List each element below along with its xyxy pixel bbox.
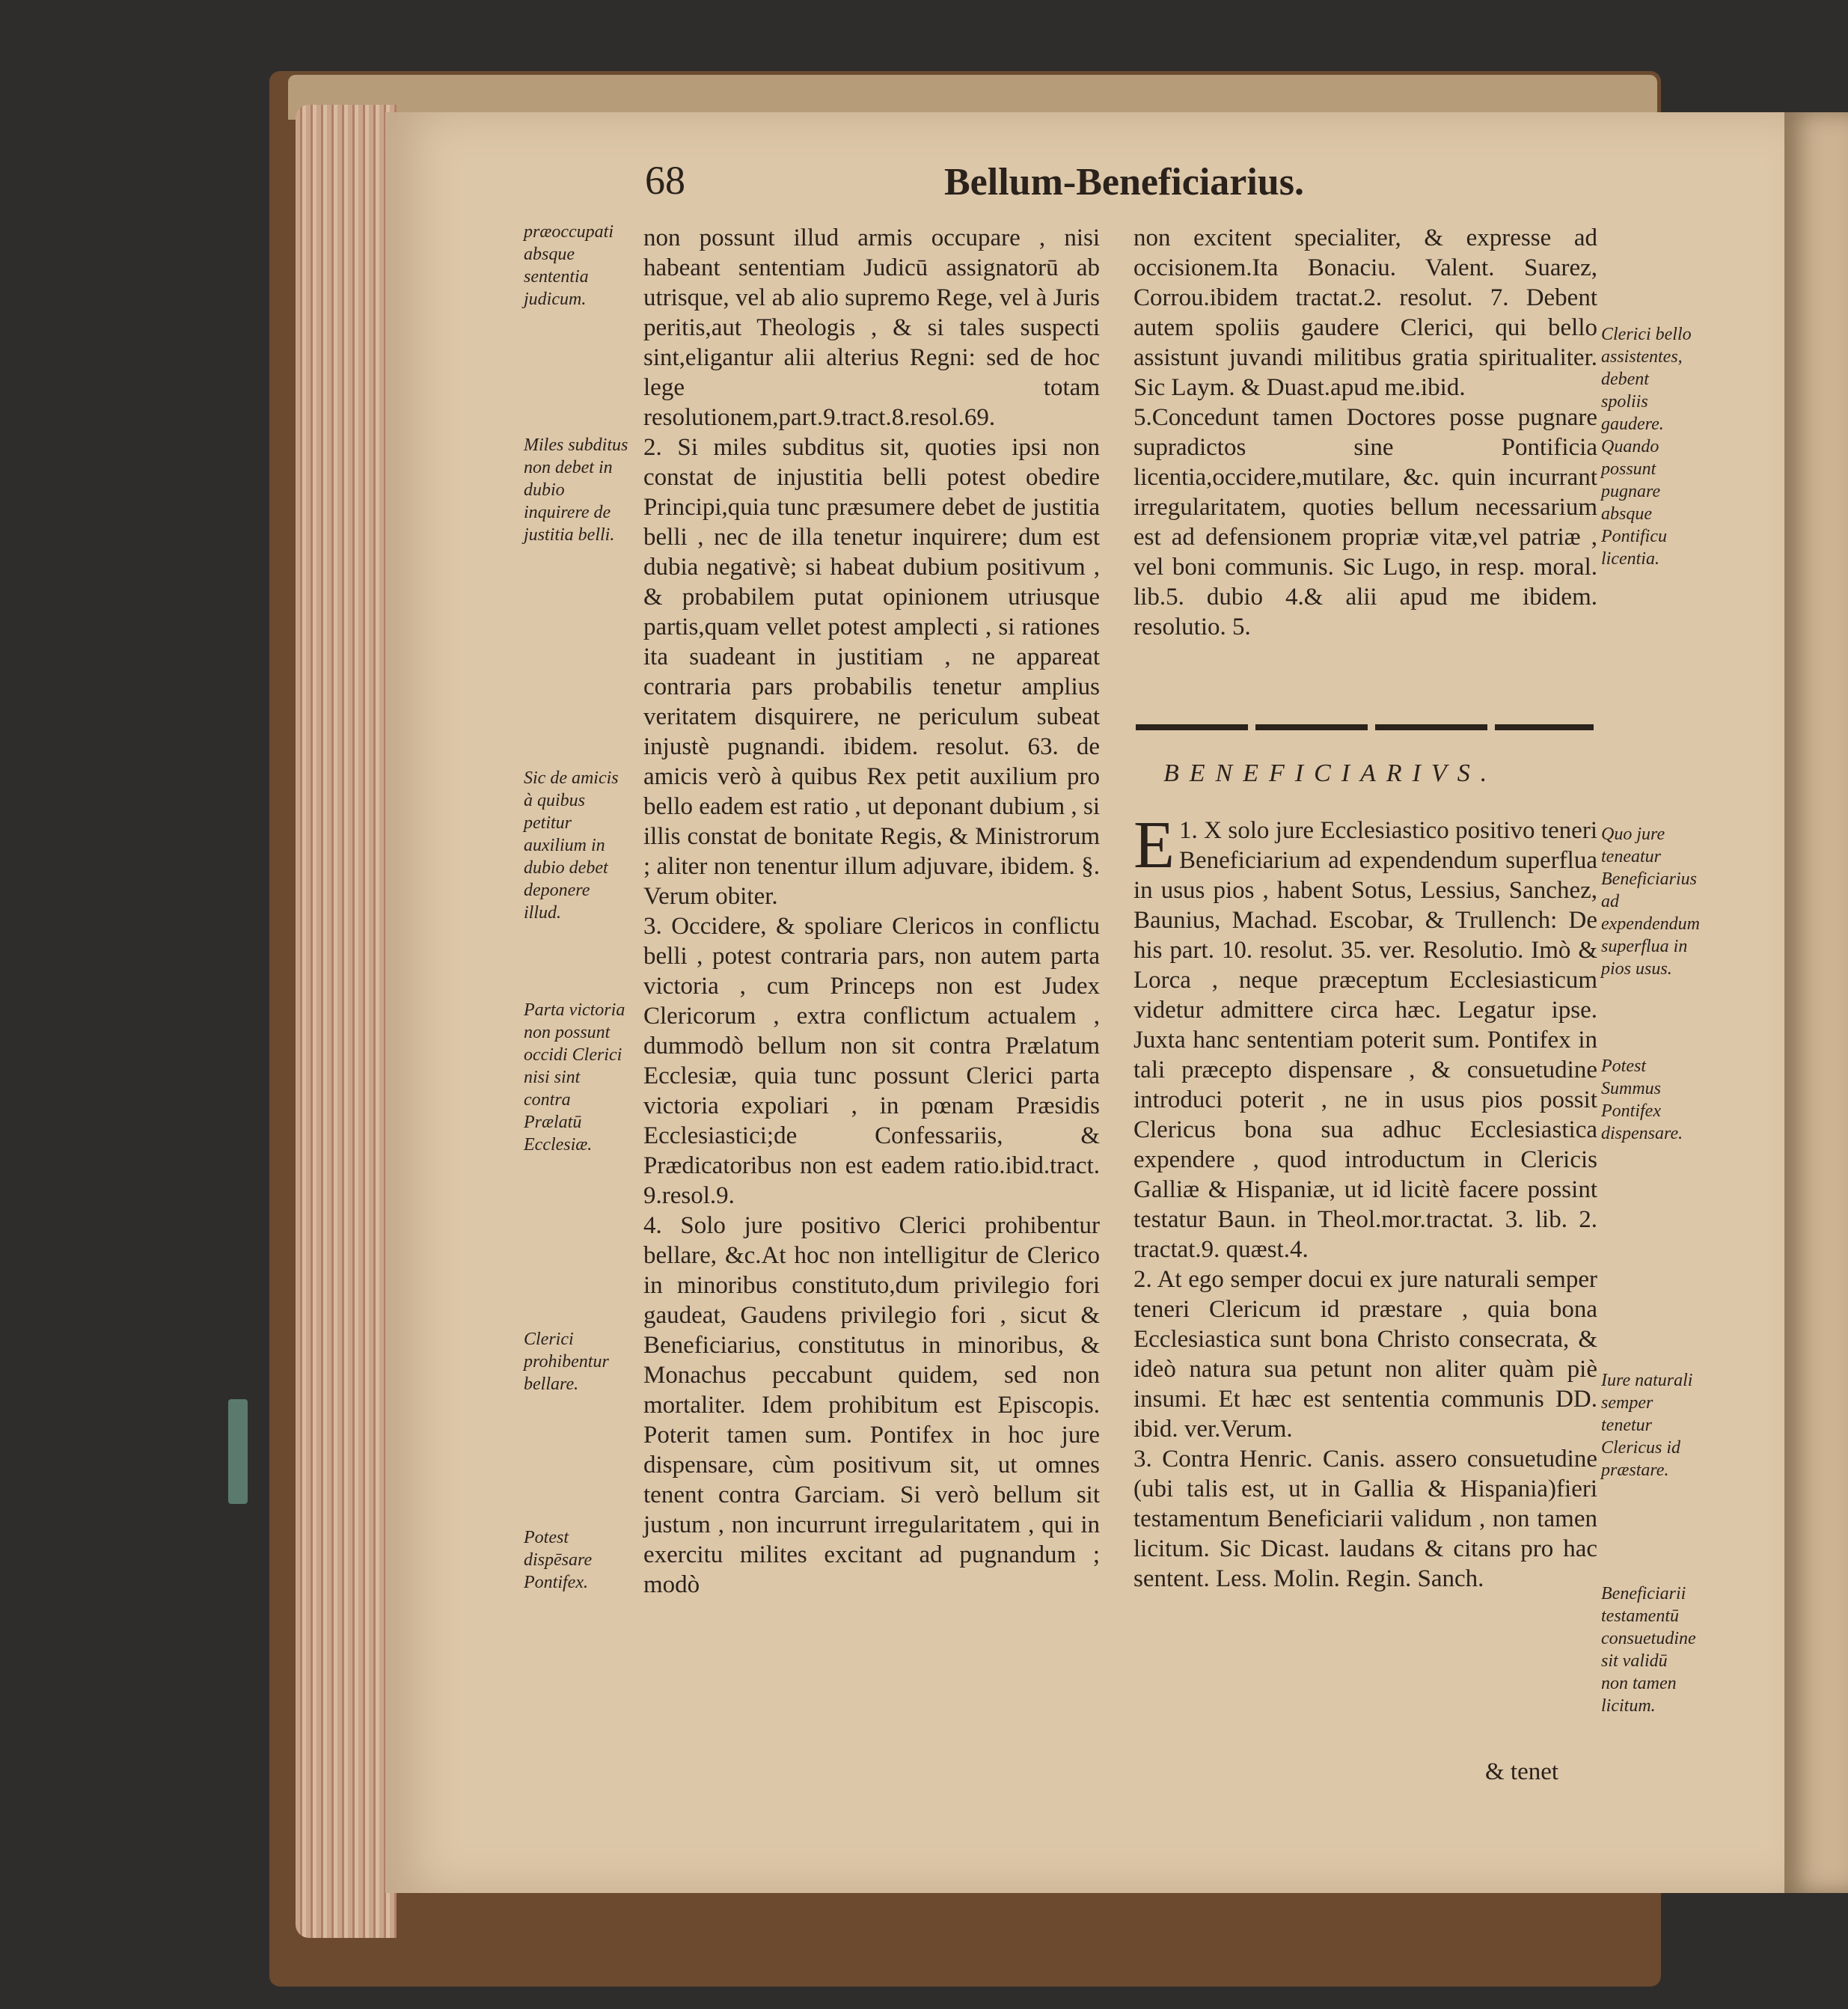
margin-note: Beneficiarii testamentū consuetudine sit validū non tamen licitum. bbox=[1601, 1584, 1696, 1716]
section-divider bbox=[1136, 724, 1594, 730]
page-stack bbox=[296, 105, 397, 1938]
drop-cap: E bbox=[1133, 808, 1175, 882]
paragraph: 3. Contra Henric. Canis. assero consuetudine (ubi talis est, ut in Gallia & Hispania)fieri testamentum Beneficiarii validum , non tamen licitum. Sic Dicast. laudans & citans pro hac sentent. Less. Molin. Regin. Sanch. bbox=[1133, 1446, 1597, 1592]
paragraph: 2. At ego semper docui ex jure naturali semper teneri Clericum id præstare , quia bona Ecclesiastica sunt bona Christo consecrata, & ideò natura sua petunt non aliter quàm piè insumi. Et hæc est sententia communis DD. ibid. ver.Verum. bbox=[1133, 1266, 1597, 1443]
right-text-column-bottom bbox=[1133, 808, 1597, 1594]
margin-note: Potest Summus Pontifex dispensare. bbox=[1601, 1057, 1683, 1143]
margin-note: Clerici prohibentur bellare. bbox=[524, 1330, 609, 1394]
margin-note: Iure naturali semper tenetur Clericus id præstare. bbox=[1601, 1371, 1693, 1480]
margin-note: Quo jure teneatur Beneficiarius ad expendendum superflua in pios usus. bbox=[1601, 825, 1700, 979]
paragraph: 5.Concedunt tamen Doctores posse pugnare supradictos sine Pontificia licentia,occidere,mutilare, &c. quin incurrant irregularitatem, quoties bellum necessarium est ad defensionem propriæ vitæ,vel patriæ , vel boni communis. Sic Lugo, in resp. moral. lib.5. dubio 4.& alii apud me ibidem. resolutio. 5. bbox=[1133, 404, 1597, 640]
left-text-column bbox=[643, 223, 1100, 1600]
margin-note: Clerici bello assistentes, debent spoliis gaudere. Quando possunt pugnare absque Pontificu licentia. bbox=[1601, 325, 1692, 569]
catchword: & tenet bbox=[1485, 1758, 1559, 1785]
margin-note: Potest dispēsare Pontifex. bbox=[524, 1528, 593, 1592]
margin-note: Miles subditus non debet in dubio inquirere de justitia belli. bbox=[524, 435, 628, 545]
margin-note: præoccupati absque sententia judicum. bbox=[524, 222, 614, 309]
paragraph: non possunt illud armis occupare , nisi habeant sententiam Judicū assignatorū ab utrisque, vel ab alio supremo Rege, vel à Juris peritis,aut Theologis , & si tales suspecti sint,eligantur alii alterius Regni: sed de hoc lege totam resolutionem,part.9.tract.8.resol.69. bbox=[643, 224, 1100, 431]
book-clasp bbox=[228, 1399, 248, 1504]
margin-note: Parta victoria non possunt occidi Clerici nisi sint contra Prælatū Ecclesiæ. bbox=[524, 1000, 625, 1155]
section-title: BENEFICIARIVS. bbox=[1163, 759, 1498, 787]
running-head: Bellum-Beneficiarius. bbox=[944, 161, 1304, 204]
margin-note: Sic de amicis à quibus petitur auxilium in dubio debet deponere illud. bbox=[524, 768, 619, 923]
right-text-column-top bbox=[1133, 223, 1597, 642]
page-number: 68 bbox=[645, 158, 685, 203]
paragraph: 2. Si miles subditus sit, quoties ipsi non constat de injustitia belli potest obedire Principi,quia tunc præsumere debet de justitia belli , nec de illa tenetur inquirere; dum est dubia negativè; si habeat dubium positivum , & probabilem putat opinionem utriusque partis,quam vellet potest amplecti , si rationes ita suadeant in justitiam , ne appareat contraria pars probabilis tenetur amplius veritatem disquirere, ne periculum subeat injustè pugnandi. ibidem. resolut. 63. de amicis verò à quibus Rex petit auxilium pro bello eadem est ratio , ut deponant dubium , si illis constat de bonitate Regis, & Ministrorum ; aliter non tenentur illum adjuvare, ibidem. §. Verum obiter. bbox=[643, 434, 1100, 910]
paragraph-text: 1. X solo jure Ecclesiastico positivo teneri Beneficiarium ad expendendum superflua in usus pios , habent Sotus, Lessius, Sanchez, Baunius, Machad. Escobar, & Trullench: De his part. 10. resolut. 35. ver. Resolutio. Imò & Lorca , neque præceptum Ecclesiasticum videtur admittere circa hæc. Legatur ipse. Juxta hanc sententiam poterit sum. Pontifex in tali præcepto dispensare , & consuetudine introduci poterit , ne in usus pios possit Clericus bona sua adhuc Ecclesiastica expendere , quod introductum in Clericis Galliæ & Hispaniæ, ut id licitè facere possint testatur Baun. in Theol.mor.tractat. 3. lib. 2. tractat.9. quæst.4. bbox=[1133, 817, 1597, 1263]
paragraph: 4. Solo jure positivo Clerici prohibentur bellare, &c.At hoc non intelligitur de Clerico in minoribus constituto,dum privilegio fori gaudeat, Gaudens privilegio fori , sicut & Beneficiarius, constitutus in minoribus, & Monachus peccabunt quidem, sed non mortaliter. Idem prohibitum est Episcopis. Poterit tamen sum. Pontifex in hoc jure dispensare, cùm positivum sit, ut omnes tenent contra Garciam. Si verò bellum sit justum , non incurrunt irregularitatem , qui in exercitu milites excitant ad pugnandum ; modò bbox=[643, 1212, 1100, 1598]
facing-page-edge bbox=[1784, 112, 1848, 1893]
paragraph: 3. Occidere, & spoliare Clericos in conflictu belli , potest contraria pars, non autem parta victoria , cum Princeps non est Judex Clericorum , extra conflictum actualem , dummodò bellum non sit contra Prælatum Ecclesiæ, quia tunc possunt Clerici parta victoria expoliari , in pœnam Præsidis Ecclesiastici;de Confessariis, & Prædicatoribus non est eadem ratio.ibid.tract. 9.resol.9. bbox=[643, 913, 1100, 1209]
paragraph bbox=[1133, 808, 1597, 1265]
paragraph: non excitent specialiter, & expresse ad occisionem.Ita Bonaciu. Valent. Suarez, Corrou.ibidem tractat.2. resolut. 7. Debent autem spoliis gaudere Clerici, qui bello assistunt juvandi militibus gratia spiritualiter. Sic Laym. & Duast.apud me.ibid. bbox=[1133, 224, 1597, 401]
